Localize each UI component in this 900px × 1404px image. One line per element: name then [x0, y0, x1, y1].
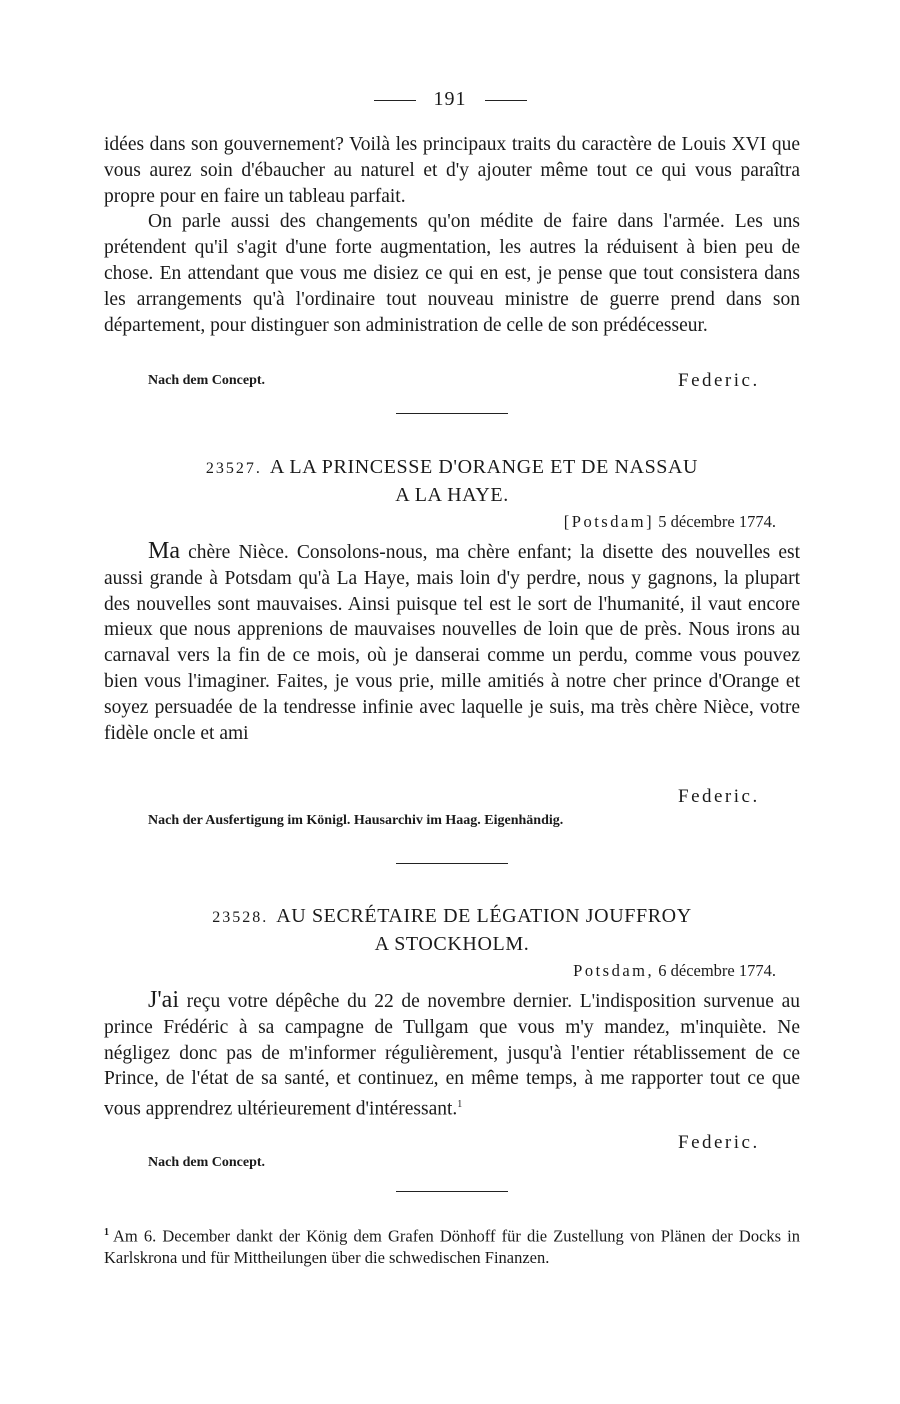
date-place: [Potsdam] [563, 512, 655, 531]
section-divider-2 [396, 863, 508, 864]
continuation-source-note: Nach dem Concept. [148, 373, 266, 388]
date-value: 6 décembre 1774. [658, 961, 776, 980]
drop-cap: J'ai [148, 987, 179, 1013]
continuation-text [104, 132, 800, 338]
letter-dateline-23528 [573, 961, 776, 981]
page-number: 191 [0, 88, 900, 111]
letter-signature-23528: Federic. [678, 1132, 760, 1153]
continuation-signature: Federic. [678, 370, 760, 391]
page-number-dash-right [485, 100, 527, 101]
drop-cap: Ma [148, 538, 180, 564]
letter-heading-23528 [104, 903, 800, 957]
letter-paragraph: J'ai reçu votre dépêche du 22 de novembre dernier. L'indisposition survenue au prince Frédéric à sa campagne de Tullgam que vous m'y mandez, m'inquiète. Ne négligez donc pas de m'informer régulièrement, jusqu'à l'entier rétablissement de ce Prince, de l'état de sa santé, et continuez, en même temps, à me rapporter tout ce que vous apprendrez ultérieurement d'intéressant.$^1$ [104, 987, 801, 1120]
letter-number: 23528. [212, 909, 269, 926]
letter-source-note-23528: Nach dem Concept. [148, 1155, 266, 1170]
letter-dateline-23527 [564, 512, 776, 532]
footnote-text: $^1$ Am 6. December dankt der König dem Grafen Dönhoff für die Zustellung von Plänen der Docks in Karlskrona und für Mittheilungen über die schwedischen Finanzen. [104, 1226, 800, 1267]
footnote-reference: 1 [457, 1099, 463, 1111]
letter-signature-23527: Federic. [678, 786, 760, 807]
section-divider-1 [396, 413, 508, 414]
footnote [104, 1222, 800, 1268]
letter-heading-line-1: 23527. A LA PRINCESSE D'ORANGE ET DE NASSAU [205, 456, 699, 478]
letter-source-note-23527: Nach der Ausfertigung im Königl. Hausarchiv im Haag. Eigenhändig. [148, 813, 564, 828]
letter-paragraph: Ma chère Nièce. Consolons-nous, ma chère enfant; la disette des nouvelles est aussi grande à Potsdam qu'à La Haye, mais loin d'y perdre, nous y gagnons, la plupart des nouvelles sont mauvaises. Ainsi puisque tel est le sort de l'humanité, il vaut encore mieux que nous apprenions de mauvaises nouvelles de loin que de près. Nous irons au carnaval vers la fin de ce mois, où je danserai comme un perdu, comme vous pouvez bien vous l'imaginer. Faites, je vous prie, mille amitiés à notre cher prince d'Orange et soyez persuadée de la tendresse infinie avec laquelle je suis, ma très chère Nièce, votre fidèle oncle et ami [104, 538, 800, 744]
letter-heading-line-2: A LA HAYE. [395, 484, 509, 506]
letter-heading-23527 [104, 454, 800, 508]
date-place: Potsdam, [573, 961, 655, 980]
letter-body-23527 [104, 539, 800, 746]
continuation-paragraph-2: On parle aussi des changements qu'on médite de faire dans l'armée. Les uns prétendent qu'il s'agit d'une forte augmentation, les autres la réduisent à bien peu de chose. En attendant que vous me disiez ce qui en est, je pense que tout consistera dans les arrangements qu'à l'ordinaire tout nouveau ministre de guerre prend dans son département, pour distinguer son administration de celle de son prédécesseur. [104, 211, 800, 336]
letter-heading-line-2: A STOCKHOLM. [374, 933, 530, 955]
date-value: 5 décembre 1774. [658, 512, 776, 531]
letter-number: 23527. [205, 460, 262, 477]
footnote-divider [396, 1191, 508, 1192]
footnote-mark: 1 [104, 1227, 109, 1238]
letter-body-23528 [104, 988, 800, 1122]
continuation-paragraph-1: idées dans son gouvernement? Voilà les principaux traits du caractère de Louis XVI que vous aurez soin d'ébaucher au naturel et d'y ajouter même tout ce qui vous paraîtra propre pour en faire un tableau parfait. [104, 134, 800, 207]
letter-heading-line-1: 23528. AU SECRÉTAIRE DE LÉGATION JOUFFROY [212, 905, 692, 927]
page-number-dash-left [374, 100, 416, 101]
